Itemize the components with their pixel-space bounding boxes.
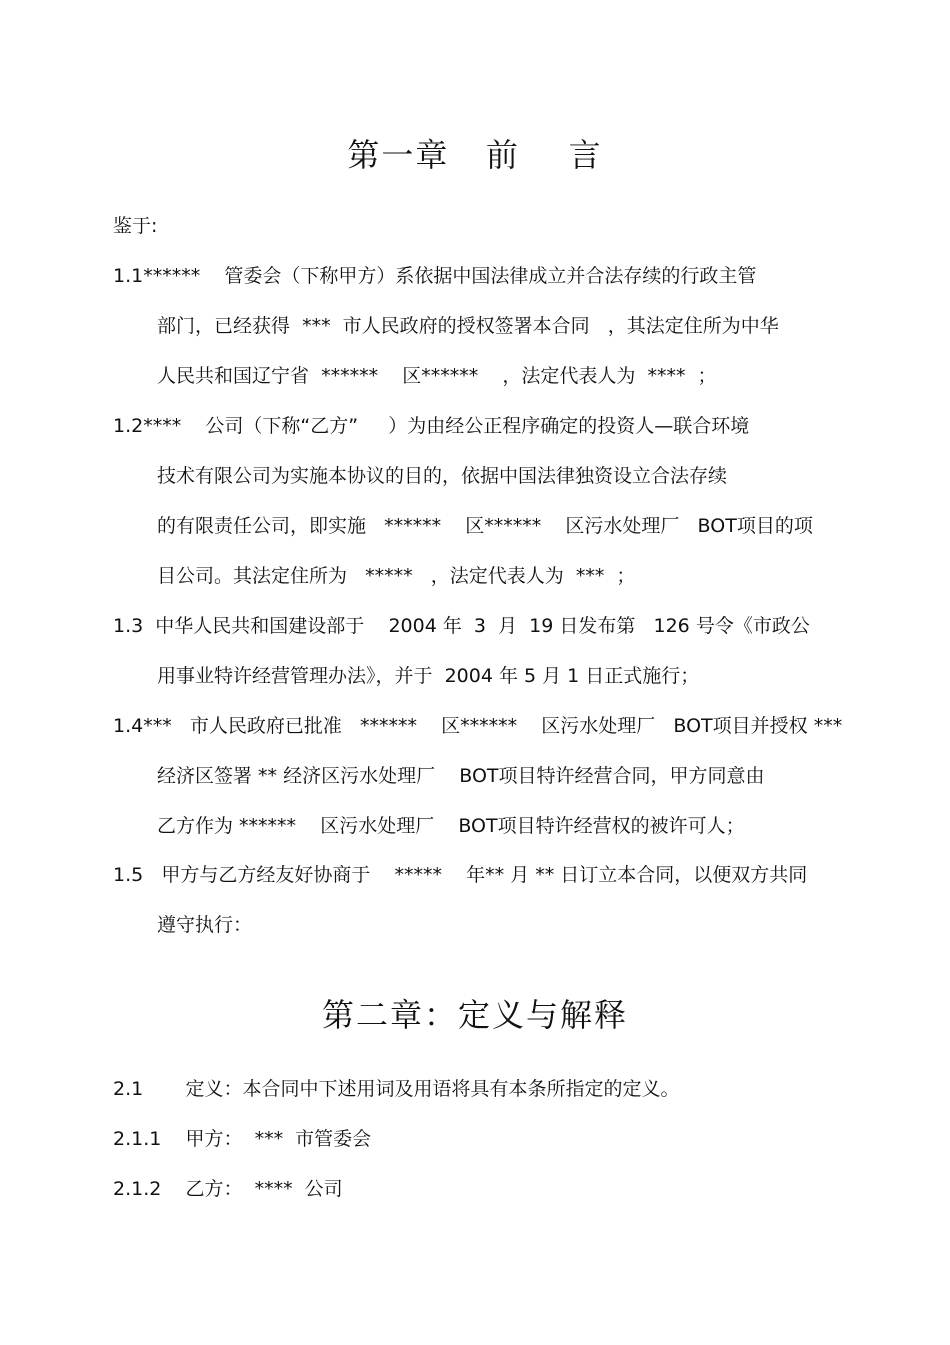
clause-1-5-line-2: 遵守执行： — [157, 914, 253, 936]
clause-1-1-line-1: 1.1****** 管委会（下称甲方）系依据中国法律成立并合法存续的行政主管 — [113, 265, 757, 287]
clause-1-3-line-1: 1.3 中华人民共和国建设部于 2004 年 3 月 19 日发布第 126 号令《市政公 — [113, 615, 810, 637]
clause-1-4-line-3: 乙方作为 ****** 区污水处理厂 BOT项目特许经营权的被许可人； — [157, 815, 745, 837]
clause-2-1-1: 2.1.1 甲方： *** 市管委会 — [113, 1128, 372, 1150]
clause-1-1-line-3: 人民共和国辽宁省 ****** 区****** ，法定代表人为 **** ； — [157, 365, 717, 387]
clause-1-2-line-2: 技术有限公司为实施本协议的目的，依据中国法律独资设立合法存续 — [157, 465, 728, 487]
chapter-1-title: 第一章 前 言 — [347, 136, 603, 174]
intro-text: 鉴于: — [113, 215, 158, 237]
clause-1-1-line-2: 部门，已经获得 *** 市人民政府的授权签署本合同 ，其法定住所为中华 — [157, 315, 779, 337]
clause-1-2-line-1: 1.2**** 公司（下称“乙方” ）为由经公正程序确定的投资人—联合环境 — [113, 415, 750, 437]
clause-1-4-line-1: 1.4*** 市人民政府已批准 ****** 区****** 区污水处理厂 BOT项目并授权 *** — [113, 715, 843, 737]
clause-1-4-line-2: 经济区签署 ** 经济区污水处理厂 BOT项目特许经营合同，甲方同意由 — [157, 765, 765, 787]
clause-1-2-line-3: 的有限责任公司，即实施 ****** 区****** 区污水处理厂 BOT项目的项 — [157, 515, 813, 537]
clause-1-2-line-4: 目公司。其法定住所为 ***** ，法定代表人为 *** ； — [157, 565, 636, 587]
clause-2-1: 2.1 定义：本合同中下述用词及用语将具有本条所指定的定义。 — [113, 1078, 680, 1100]
clause-1-3-line-2: 用事业特许经营管理办法》，并于 2004 年 5 月 1 日正式施行； — [157, 665, 700, 687]
clause-1-5-line-1: 1.5 甲方与乙方经友好协商于 ***** 年** 月 ** 日订立本合同，以便双方共同 — [113, 864, 808, 886]
clause-2-1-2: 2.1.2 乙方： **** 公司 — [113, 1178, 343, 1200]
chapter-2-title: 第二章：定义与解释 — [321, 996, 628, 1034]
